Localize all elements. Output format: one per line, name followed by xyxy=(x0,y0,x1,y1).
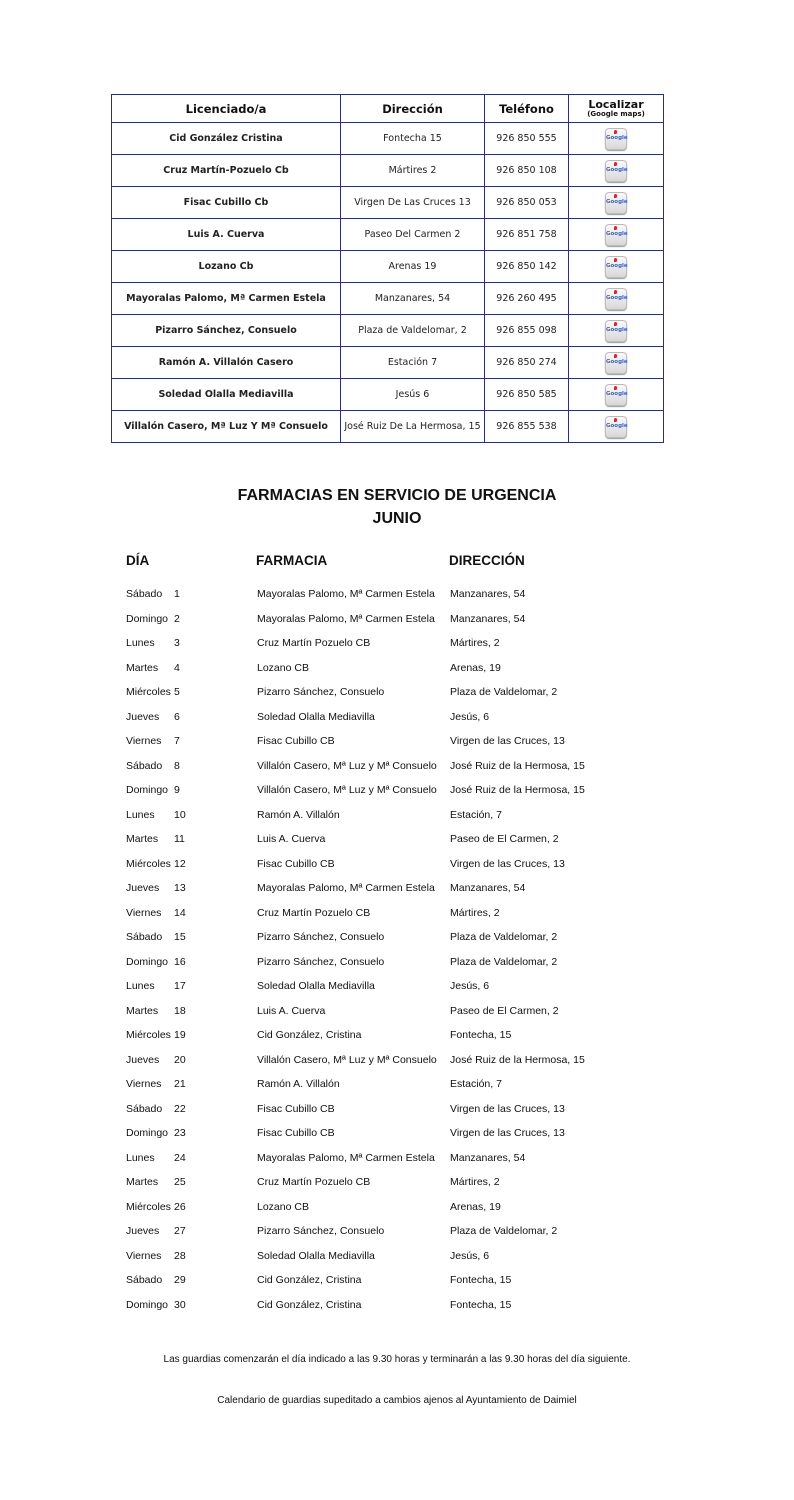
table-row xyxy=(112,411,664,443)
pharmacy-phone: 926 260 495 xyxy=(485,283,569,315)
pharmacy-phone: 926 851 758 xyxy=(485,219,569,251)
guard-address: Mártires, 2 xyxy=(450,906,500,919)
footer-note-hours: Las guardias comenzarán el día indicado a las 9.30 horas y terminarán a las 9.30 horas del día siguiente. xyxy=(163,1354,631,1365)
guard-date: 20 xyxy=(174,1053,186,1066)
guard-row xyxy=(0,1219,794,1244)
guard-date: 7 xyxy=(174,735,180,747)
guard-date: 16 xyxy=(174,955,186,968)
footer-note-disclaimer: Calendario de guardias supeditado a cambios ajenos al Ayuntamiento de Daimiel xyxy=(217,1395,577,1406)
guard-title: FARMACIAS EN SERVICIO DE URGENCIA xyxy=(237,487,557,504)
guard-day: Domingo xyxy=(126,1127,169,1139)
guard-address: José Ruiz de la Hermosa, 15 xyxy=(450,759,585,772)
guard-date: 8 xyxy=(174,759,180,772)
locate-cell xyxy=(569,187,664,219)
guard-row xyxy=(0,754,794,779)
pharmacy-phone: 926 850 108 xyxy=(485,155,569,187)
guard-pharmacy: Fisac Cubillo CB xyxy=(257,1127,335,1139)
guard-date: 1 xyxy=(174,588,180,600)
guard-row xyxy=(0,901,794,926)
guard-list xyxy=(0,582,794,1317)
pharmacy-address: Manzanares, 54 xyxy=(341,283,485,315)
pharmacy-address: Virgen De Las Cruces 13 xyxy=(341,187,485,219)
guard-row xyxy=(0,1146,794,1171)
col-day-header: DÍA xyxy=(126,553,150,568)
pharmacy-address: Mártires 2 xyxy=(341,155,485,187)
guard-address: Manzanares, 54 xyxy=(450,588,526,600)
pharmacist-name: Villalón Casero, Mª Luz Y Mª Consuelo xyxy=(112,411,341,443)
google-maps-icon-label: Google xyxy=(606,230,628,237)
guard-row xyxy=(0,1244,794,1269)
guard-day: Domingo xyxy=(126,1298,169,1311)
guard-day: Sábado xyxy=(126,1274,163,1286)
pharmacist-name: Mayoralas Palomo, Mª Carmen Estela xyxy=(112,283,341,315)
locate-cell xyxy=(569,155,664,187)
header-address: Dirección xyxy=(341,95,485,123)
guard-address: Fontecha, 15 xyxy=(450,1029,512,1041)
guard-address: Manzanares, 54 xyxy=(450,882,526,894)
guard-pharmacy: Cruz Martín Pozuelo CB xyxy=(257,906,371,919)
col-pharmacy-header: FARMACIA xyxy=(256,553,328,568)
guard-date: 18 xyxy=(174,1004,186,1017)
guard-pharmacy: Cid González, Cristina xyxy=(257,1274,362,1286)
guard-row xyxy=(0,827,794,852)
guard-pharmacy: Cid González, Cristina xyxy=(257,1029,362,1041)
pharmacy-phone: 926 850 555 xyxy=(485,123,569,155)
pharmacy-address: Paseo Del Carmen 2 xyxy=(341,219,485,251)
guard-row xyxy=(0,1195,794,1220)
pharmacist-name: Luis A. Cuerva xyxy=(112,219,341,251)
guard-date: 23 xyxy=(174,1127,186,1139)
guard-date: 2 xyxy=(174,612,180,625)
guard-row xyxy=(0,1293,794,1318)
guard-address: Plaza de Valdelomar, 2 xyxy=(450,1225,558,1237)
guard-date: 15 xyxy=(174,931,186,943)
guard-date: 17 xyxy=(174,980,186,992)
guard-pharmacy: Pizarro Sánchez, Consuelo xyxy=(257,686,385,698)
guard-pharmacy: Lozano CB xyxy=(257,1200,309,1213)
guard-date: 19 xyxy=(174,1029,186,1041)
guard-row xyxy=(0,656,794,681)
pharmacy-phone: 926 850 053 xyxy=(485,187,569,219)
guard-date: 5 xyxy=(174,686,180,698)
guard-pharmacy: Fisac Cubillo CB xyxy=(257,1102,335,1115)
guard-day: Jueves xyxy=(126,1053,160,1066)
guard-row xyxy=(0,582,794,607)
pharmacy-address: Plaza de Valdelomar, 2 xyxy=(341,315,485,347)
pharmacy-phone: 926 850 585 xyxy=(485,379,569,411)
guard-row xyxy=(0,974,794,999)
guard-address: Jesús, 6 xyxy=(450,980,490,992)
guard-address: Jesús, 6 xyxy=(450,1249,490,1262)
guard-address: Paseo de El Carmen, 2 xyxy=(450,833,559,845)
guard-address: Virgen de las Cruces, 13 xyxy=(450,857,565,870)
locate-cell xyxy=(569,283,664,315)
table-row xyxy=(112,283,664,315)
guard-month: JUNIO xyxy=(372,510,422,527)
pharmacy-phone: 926 850 274 xyxy=(485,347,569,379)
guard-row xyxy=(0,607,794,632)
guard-day: Miércoles xyxy=(126,1200,171,1213)
guard-date: 25 xyxy=(174,1176,186,1188)
guard-date: 3 xyxy=(174,637,180,649)
google-maps-icon[interactable] xyxy=(605,288,627,310)
guard-date: 10 xyxy=(174,808,186,821)
guard-row xyxy=(0,631,794,656)
guard-pharmacy: Pizarro Sánchez, Consuelo xyxy=(257,955,385,968)
guard-day: Martes xyxy=(126,1004,159,1017)
guard-pharmacy: Fisac Cubillo CB xyxy=(257,735,335,747)
guard-day: Domingo xyxy=(126,784,169,796)
guard-day: Sábado xyxy=(126,1102,163,1115)
guard-address: Fontecha, 15 xyxy=(450,1298,512,1311)
locate-cell xyxy=(569,123,664,155)
header-phone: Teléfono xyxy=(485,95,569,123)
pharmacy-address: José Ruiz De La Hermosa, 15 xyxy=(341,411,485,443)
guard-date: 11 xyxy=(174,833,185,845)
guard-day: Lunes xyxy=(126,1151,155,1164)
guard-day: Miércoles xyxy=(126,1029,171,1041)
guard-date: 30 xyxy=(174,1298,186,1311)
guard-day: Sábado xyxy=(126,588,163,600)
pharmacist-name: Fisac Cubillo Cb xyxy=(112,187,341,219)
guard-date: 14 xyxy=(174,906,186,919)
guard-date: 6 xyxy=(174,710,180,723)
header-locate-label: Localizar xyxy=(588,97,644,111)
locate-cell xyxy=(569,315,664,347)
guard-pharmacy: Cid González, Cristina xyxy=(257,1298,362,1311)
guard-address: Manzanares, 54 xyxy=(450,612,526,625)
google-maps-icon-label: Google xyxy=(606,294,628,301)
guard-day: Viernes xyxy=(126,1249,162,1262)
guard-pharmacy: Ramón A. Villalón xyxy=(257,808,340,821)
guard-day: Martes xyxy=(126,661,159,674)
guard-address: Plaza de Valdelomar, 2 xyxy=(450,931,558,943)
guard-row xyxy=(0,729,794,754)
guard-date: 24 xyxy=(174,1151,186,1164)
pharmacist-name: Cid González Cristina xyxy=(112,123,341,155)
guard-pharmacy: Mayoralas Palomo, Mª Carmen Estela xyxy=(257,882,435,894)
guard-day: Miércoles xyxy=(126,857,171,870)
guard-row xyxy=(0,852,794,877)
guard-address: Mártires, 2 xyxy=(450,637,500,649)
guard-pharmacy: Luis A. Cuerva xyxy=(257,1004,326,1017)
guard-row xyxy=(0,1170,794,1195)
pharmacist-name: Lozano Cb xyxy=(112,251,341,283)
google-maps-icon[interactable] xyxy=(605,416,627,438)
guard-pharmacy: Mayoralas Palomo, Mª Carmen Estela xyxy=(257,588,435,600)
google-maps-icon[interactable] xyxy=(605,384,627,406)
locate-cell xyxy=(569,411,664,443)
pharmacy-phone: 926 850 142 xyxy=(485,251,569,283)
table-row xyxy=(112,251,664,283)
google-maps-icon-label: Google xyxy=(606,166,628,173)
guard-row xyxy=(0,1268,794,1293)
guard-day: Lunes xyxy=(126,808,155,821)
guard-pharmacy: Fisac Cubillo CB xyxy=(257,857,335,870)
google-maps-icon[interactable] xyxy=(605,128,627,150)
guard-day: Sábado xyxy=(126,931,163,943)
google-maps-icon[interactable] xyxy=(605,256,627,278)
guard-pharmacy: Cruz Martín Pozuelo CB xyxy=(257,1176,371,1188)
guard-day: Martes xyxy=(126,833,159,845)
guard-date: 21 xyxy=(174,1078,186,1090)
guard-day: Jueves xyxy=(126,710,160,723)
guard-date: 28 xyxy=(174,1249,186,1262)
guard-day: Sábado xyxy=(126,759,163,772)
guard-row xyxy=(0,925,794,950)
guard-address: Estación, 7 xyxy=(450,1078,502,1090)
guard-address: Virgen de las Cruces, 13 xyxy=(450,735,565,747)
guard-pharmacy: Ramón A. Villalón xyxy=(257,1078,340,1090)
guard-address: Estación, 7 xyxy=(450,808,502,821)
guard-address: Paseo de El Carmen, 2 xyxy=(450,1004,559,1017)
pharmacy-table xyxy=(111,94,664,443)
guard-row xyxy=(0,680,794,705)
header-locate xyxy=(569,95,664,123)
pharmacist-name: Pizarro Sánchez, Consuelo xyxy=(112,315,341,347)
google-maps-icon-label: Google xyxy=(606,262,628,269)
guard-row xyxy=(0,1097,794,1122)
header-name: Licenciado/a xyxy=(112,95,341,123)
table-row xyxy=(112,123,664,155)
guard-date: 26 xyxy=(174,1200,186,1213)
guard-day: Jueves xyxy=(126,882,160,894)
guard-date: 29 xyxy=(174,1274,186,1286)
guard-date: 27 xyxy=(174,1225,186,1237)
locate-cell xyxy=(569,251,664,283)
guard-address: Mártires, 2 xyxy=(450,1176,500,1188)
table-row xyxy=(112,187,664,219)
guard-date: 12 xyxy=(174,857,186,870)
guard-row xyxy=(0,1048,794,1073)
pharmacist-name: Soledad Olalla Mediavilla xyxy=(112,379,341,411)
google-maps-icon-label: Google xyxy=(606,422,628,429)
guard-row xyxy=(0,778,794,803)
locate-cell xyxy=(569,379,664,411)
guard-row xyxy=(0,1072,794,1097)
locate-cell xyxy=(569,347,664,379)
google-maps-icon[interactable] xyxy=(605,352,627,374)
guard-pharmacy: Luis A. Cuerva xyxy=(257,833,326,845)
guard-day: Jueves xyxy=(126,1225,160,1237)
col-address-header: DIRECCIÓN xyxy=(449,553,525,568)
guard-pharmacy: Soledad Olalla Mediavilla xyxy=(257,980,375,992)
guard-address: José Ruiz de la Hermosa, 15 xyxy=(450,1053,585,1066)
guard-address: Arenas, 19 xyxy=(450,1200,501,1213)
google-maps-icon-label: Google xyxy=(606,358,628,365)
guard-row xyxy=(0,1121,794,1146)
google-maps-icon-label: Google xyxy=(606,326,628,333)
guard-pharmacy: Pizarro Sánchez, Consuelo xyxy=(257,931,385,943)
guard-pharmacy: Villalón Casero, Mª Luz y Mª Consuelo xyxy=(257,784,437,796)
pharmacy-address: Estación 7 xyxy=(341,347,485,379)
table-row xyxy=(112,155,664,187)
table-header-row xyxy=(112,95,664,123)
guard-row xyxy=(0,1023,794,1048)
pharmacy-address: Jesús 6 xyxy=(341,379,485,411)
pharmacy-phone: 926 855 098 xyxy=(485,315,569,347)
guard-row xyxy=(0,705,794,730)
guard-address: Jesús, 6 xyxy=(450,710,490,723)
guard-day: Martes xyxy=(126,1176,159,1188)
guard-pharmacy: Pizarro Sánchez, Consuelo xyxy=(257,1225,385,1237)
guard-pharmacy: Cruz Martín Pozuelo CB xyxy=(257,637,371,649)
guard-day: Lunes xyxy=(126,637,155,649)
guard-day: Lunes xyxy=(126,980,155,992)
google-maps-icon[interactable] xyxy=(605,192,627,214)
table-row xyxy=(112,219,664,251)
table-row xyxy=(112,347,664,379)
guard-date: 9 xyxy=(174,784,180,796)
pharmacy-address: Fontecha 15 xyxy=(341,123,485,155)
guard-row xyxy=(0,950,794,975)
guard-day: Viernes xyxy=(126,735,162,747)
google-maps-icon-label: Google xyxy=(606,134,628,141)
guard-row xyxy=(0,999,794,1024)
guard-day: Domingo xyxy=(126,955,169,968)
header-locate-sub: (Google maps) xyxy=(587,109,645,118)
guard-address: Arenas, 19 xyxy=(450,661,501,674)
guard-date: 4 xyxy=(174,661,180,674)
guard-pharmacy: Soledad Olalla Mediavilla xyxy=(257,710,375,723)
table-row xyxy=(112,315,664,347)
google-maps-icon[interactable] xyxy=(605,320,627,342)
guard-day: Domingo xyxy=(126,612,169,625)
pharmacist-name: Ramón A. Villalón Casero xyxy=(112,347,341,379)
guard-row xyxy=(0,876,794,901)
guard-day: Viernes xyxy=(126,1078,162,1090)
guard-pharmacy: Mayoralas Palomo, Mª Carmen Estela xyxy=(257,1151,435,1164)
guard-date: 22 xyxy=(174,1102,186,1115)
guard-address: Plaza de Valdelomar, 2 xyxy=(450,955,558,968)
pharmacy-phone: 926 855 538 xyxy=(485,411,569,443)
guard-address: Virgen de las Cruces, 13 xyxy=(450,1127,565,1139)
google-maps-icon[interactable] xyxy=(605,160,627,182)
google-maps-icon-label: Google xyxy=(606,198,628,205)
guard-pharmacy: Lozano CB xyxy=(257,661,309,674)
guard-address: Plaza de Valdelomar, 2 xyxy=(450,686,558,698)
guard-address: Fontecha, 15 xyxy=(450,1274,512,1286)
guard-pharmacy: Villalón Casero, Mª Luz y Mª Consuelo xyxy=(257,759,437,772)
guard-day: Viernes xyxy=(126,906,162,919)
locate-cell xyxy=(569,219,664,251)
guard-row xyxy=(0,803,794,828)
guard-address: Virgen de las Cruces, 13 xyxy=(450,1102,565,1115)
pharmacist-name: Cruz Martín-Pozuelo Cb xyxy=(112,155,341,187)
pharmacy-address: Arenas 19 xyxy=(341,251,485,283)
guard-address: José Ruiz de la Hermosa, 15 xyxy=(450,784,585,796)
google-maps-icon-label: Google xyxy=(606,390,628,397)
guard-pharmacy: Villalón Casero, Mª Luz y Mª Consuelo xyxy=(257,1053,437,1066)
guard-date: 13 xyxy=(174,882,186,894)
guard-pharmacy: Mayoralas Palomo, Mª Carmen Estela xyxy=(257,612,435,625)
table-row xyxy=(112,379,664,411)
guard-day: Miércoles xyxy=(126,686,171,698)
guard-pharmacy: Soledad Olalla Mediavilla xyxy=(257,1249,375,1262)
google-maps-icon[interactable] xyxy=(605,224,627,246)
guard-address: Manzanares, 54 xyxy=(450,1151,526,1164)
